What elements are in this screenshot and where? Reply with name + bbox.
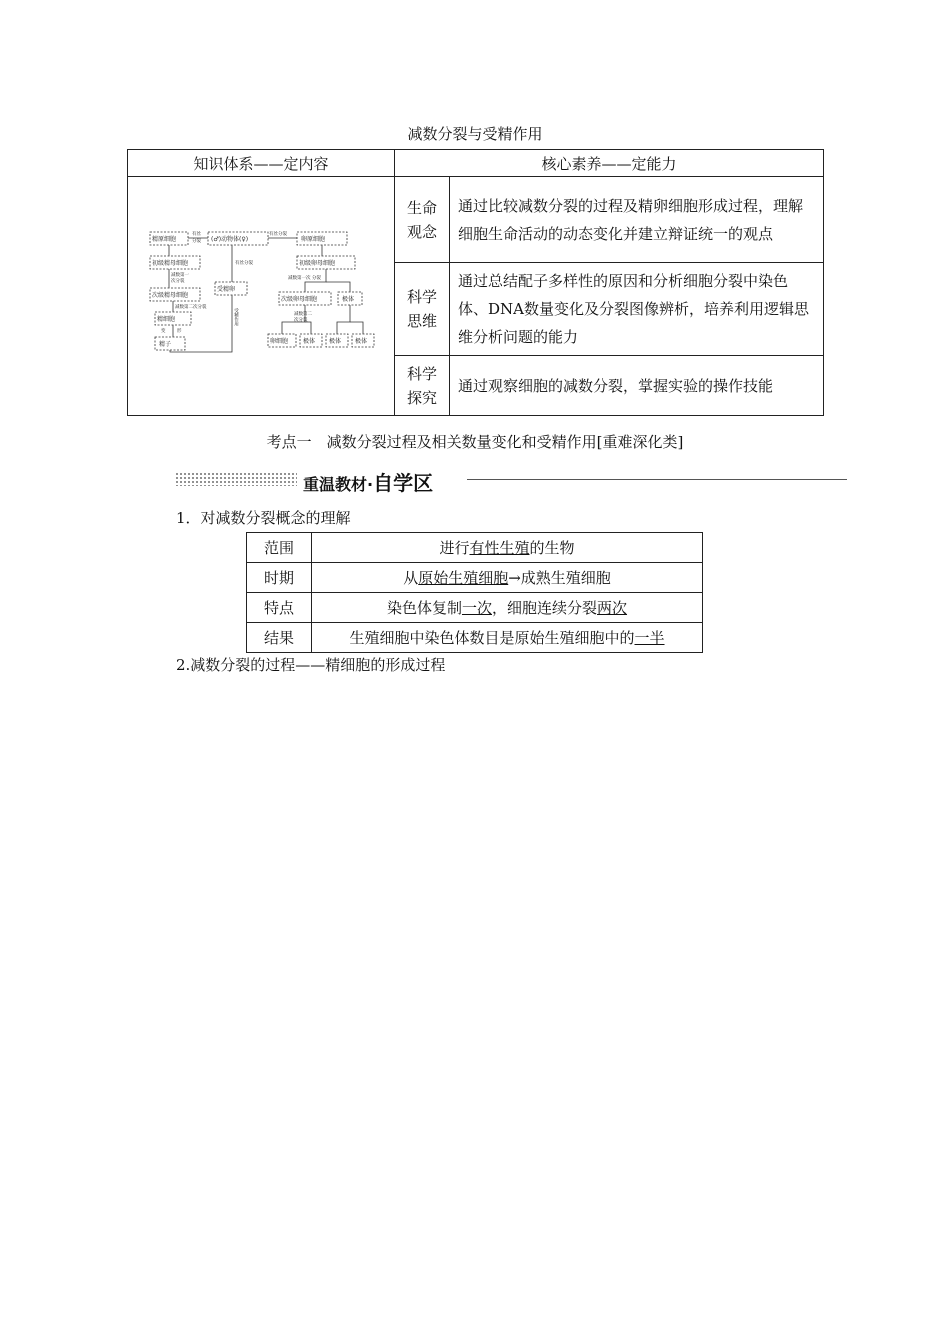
literacy-text-thinking: 通过总结配子多样性的原因和分析细胞分裂中染色体、DNA数量变化及分裂图像辨析，培养利用逻辑思维分析问题的能力 bbox=[450, 263, 824, 356]
section-heading: 考点一 减数分裂过程及相关数量变化和受精作用[重难深化类] bbox=[266, 433, 684, 451]
section-banner bbox=[175, 468, 847, 495]
banner-part2: 自学区 bbox=[373, 471, 434, 495]
banner-part1: 重温教材 bbox=[303, 475, 368, 494]
feature-pre: 染色体复制 bbox=[386, 599, 462, 617]
label-spermatogonium: 精原细胞 bbox=[152, 236, 177, 243]
label-mitosis-a1: 有丝 bbox=[192, 232, 201, 237]
concept-value-period bbox=[312, 563, 703, 593]
literacy-text-life: 通过比较减数分裂的过程及精卵细胞形成过程，理解细胞生命活动的动态变化并建立辩证统一的观点 bbox=[450, 177, 824, 263]
literacy-label-life-line2: 观念 bbox=[406, 222, 437, 241]
literacy-label-thinking bbox=[395, 263, 450, 356]
label-primary-sperm: 初级精母细胞 bbox=[152, 260, 189, 267]
concept-key-period: 时期 bbox=[247, 563, 312, 593]
label-fertilization: 受精作用 bbox=[233, 308, 239, 326]
concept-value-result bbox=[312, 623, 703, 653]
concept-table bbox=[246, 532, 703, 653]
banner-dot: · bbox=[367, 475, 374, 494]
scope-pre: 进行 bbox=[439, 539, 470, 557]
label-polar-1: 极体 bbox=[342, 296, 355, 303]
label-polar-3: 极体 bbox=[329, 338, 342, 345]
literacy-label-thinking-line2: 思维 bbox=[406, 312, 437, 330]
literacy-table bbox=[127, 149, 824, 416]
concept-key-feature: 特点 bbox=[247, 593, 312, 623]
question-1-title: 1．对减数分裂概念的理解 bbox=[176, 509, 351, 527]
scope-post: 的生物 bbox=[529, 539, 575, 557]
concept-key-scope: 范围 bbox=[247, 533, 312, 563]
label-mitosis-b: 有丝分裂 bbox=[269, 232, 287, 237]
label-m2-b1: 减数第二 bbox=[294, 312, 312, 317]
label-m1-a2: 次分裂 bbox=[171, 279, 185, 284]
label-oogonium: 卵原细胞 bbox=[301, 236, 326, 243]
concept-value-feature bbox=[312, 593, 703, 623]
feature-underlined-1: 一次 bbox=[461, 599, 492, 617]
literacy-label-thinking-line1: 科学 bbox=[406, 288, 437, 306]
label-m2-a: 减数第二次分裂 bbox=[175, 305, 207, 310]
label-m1-b: 减数第一次 分裂 bbox=[288, 276, 321, 281]
knowledge-diagram-cell bbox=[128, 177, 395, 416]
document-title: 减数分裂与受精作用 bbox=[407, 125, 543, 143]
concept-key-result: 结果 bbox=[247, 623, 312, 653]
period-post: →成熟生殖细胞 bbox=[508, 569, 611, 587]
scope-underlined: 有性生殖 bbox=[469, 539, 530, 557]
literacy-label-life bbox=[395, 177, 450, 263]
banner-line bbox=[467, 479, 847, 480]
banner-dots bbox=[175, 472, 297, 486]
literacy-label-life-line1: 生命 bbox=[406, 198, 437, 217]
period-underlined: 原始生殖细胞 bbox=[418, 569, 509, 587]
label-polar-2: 极体 bbox=[303, 338, 316, 345]
label-secondary-oocyte: 次级卵母细胞 bbox=[281, 296, 318, 303]
label-animal: (♂)动物体(♀) bbox=[211, 236, 249, 243]
label-egg: 卵细胞 bbox=[270, 338, 289, 345]
label-mitosis-c: 有丝分裂 bbox=[235, 261, 253, 266]
knowledge-diagram bbox=[128, 182, 394, 410]
label-metamorph-2: 形 bbox=[177, 329, 182, 334]
concept-value-scope bbox=[312, 533, 703, 563]
label-spermatid: 精细胞 bbox=[157, 316, 176, 323]
banner-text bbox=[303, 467, 433, 496]
literacy-label-inquiry-line2: 探究 bbox=[406, 388, 437, 407]
period-pre: 从 bbox=[403, 569, 419, 587]
literacy-label-inquiry bbox=[395, 356, 450, 416]
feature-underlined-2: 两次 bbox=[597, 599, 628, 617]
literacy-text-inquiry: 通过观察细胞的减数分裂，掌握实验的操作技能 bbox=[450, 356, 824, 416]
label-metamorph-1: 变 bbox=[161, 329, 166, 334]
header-core-literacy: 核心素养——定能力 bbox=[395, 150, 824, 177]
label-mitosis-a2: 分裂 bbox=[192, 239, 201, 244]
feature-mid: ，细胞连续分裂 bbox=[492, 599, 598, 617]
label-polar-4: 极体 bbox=[355, 338, 368, 345]
header-knowledge-system: 知识体系——定内容 bbox=[128, 150, 395, 177]
result-pre: 生殖细胞中染色体数目是原始生殖细胞中的 bbox=[349, 629, 635, 647]
result-underlined: 一半 bbox=[634, 629, 665, 647]
label-sperm: 精子 bbox=[159, 341, 172, 348]
label-primary-oocyte: 初级卵母细胞 bbox=[299, 260, 336, 267]
literacy-label-inquiry-line1: 科学 bbox=[406, 364, 437, 383]
label-m1-a1: 减数第一 bbox=[171, 273, 189, 278]
label-m2-b2: 次分裂 bbox=[294, 318, 308, 323]
question-2-title: 2.减数分裂的过程——精细胞的形成过程 bbox=[176, 656, 446, 674]
label-zygote: 受精卵 bbox=[217, 286, 236, 293]
label-secondary-sperm: 次级精母细胞 bbox=[152, 292, 189, 299]
